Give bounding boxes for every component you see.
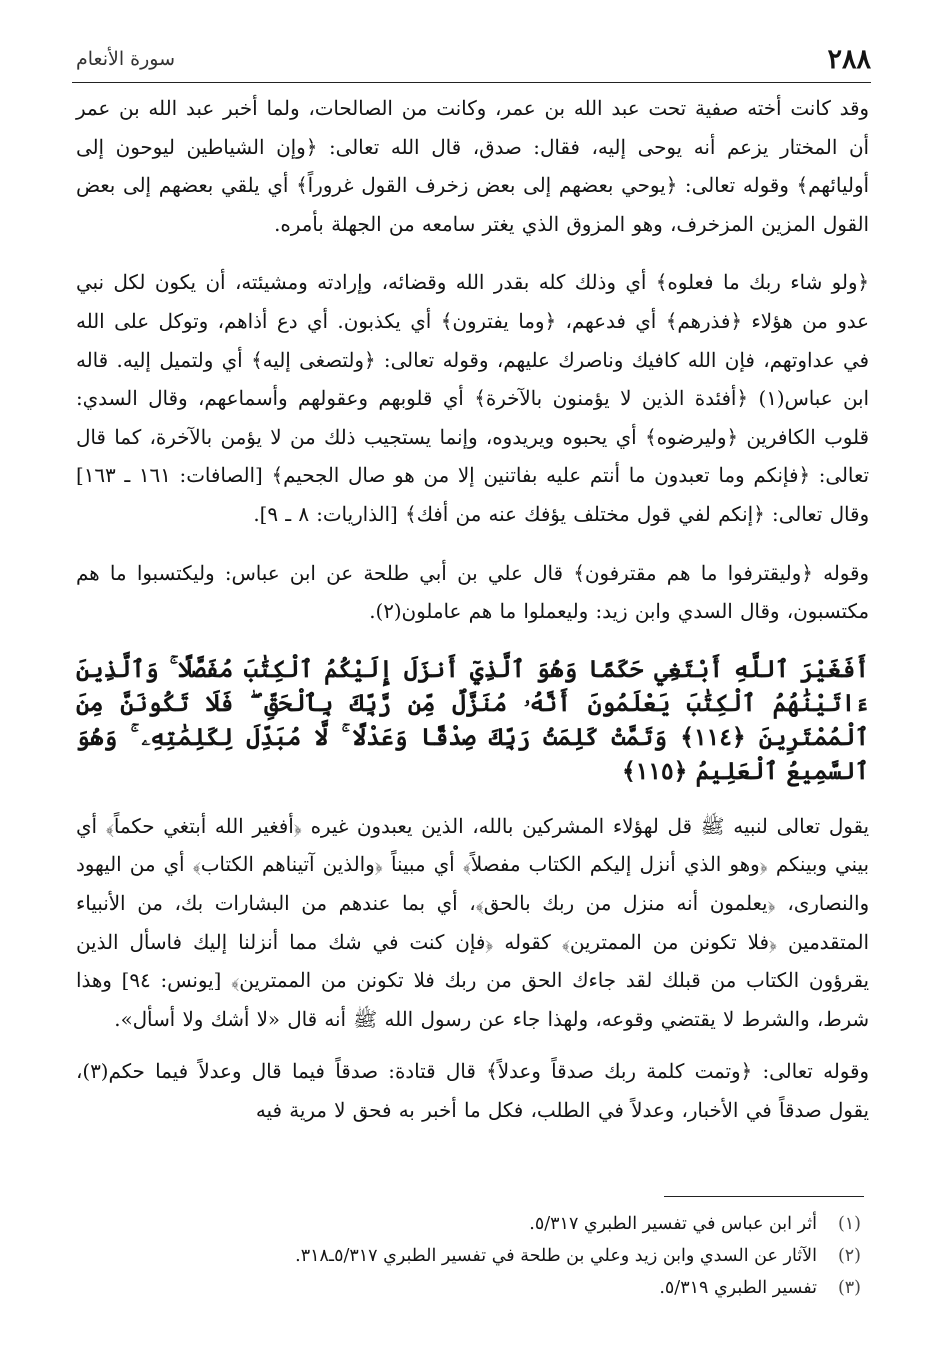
footnote-divider	[664, 1196, 864, 1197]
footnotes	[76, 1208, 861, 1304]
footnote-number: (٢)	[837, 1246, 861, 1266]
paragraph-3: وقوله ﴿وليقترفوا ما هم مقترفون﴾ قال علي بن أبي طلحة عن ابن عباس: وليكتسبوا ما هم مكتسبون، وقال السدي وابن زيد: وليعملوا ما هم عاملون(٢).	[76, 561, 869, 624]
footnote-2	[76, 1240, 861, 1272]
footnote-number: (١)	[837, 1214, 861, 1234]
footnote-number: (٣)	[837, 1278, 861, 1298]
paragraph-4: يقول تعالى لنبيه ﷺ قل لهؤلاء المشركين بالله، الذين يعبدون غيره ﴿أفغير الله أبتغي حكماً﴾ أي بيني وبينكم ﴿وهو الذي أنزل إليكم الكتاب مفصلاً﴾ أي مبيناً ﴿والذين آتيناهم الكتاب﴾ أي من اليهود والنصارى، ﴿يعلمون أنه منزل من ربك بالحق﴾، أي بما عندهم من البشارات بك، من الأنبياء المتقدمين ﴿فلا تكونن من الممترين﴾ كقوله ﴿فإن كنت في شك مما أنزلنا إليك فاسأل الذين يقرؤون الكتاب من قبلك لقد جاءك الحق من ربك فلا تكونن من الممترين﴾ [يونس: ٩٤] وهذا شرط، والشرط لا يقتضي وقوعه، ولهذا جاء عن رسول الله ﷺ أنه قال «لا أشك ولا أسأل».	[76, 814, 869, 1031]
footnote-text: تفسير الطبري ٥/٣١٩.	[659, 1278, 817, 1298]
quran-verse: أَفَغَيْرَ ٱللَّهِ أَبْتَغِي حَكَمًا وَهُوَ ٱلَّذِيٓ أَنزَلَ إِلَيْكُمُ ٱلْكِتَٰبَ مُفَصَّلًا ۚ وَٱلَّذِينَ ءَاتَيْنَٰهُمُ ٱلْكِتَٰبَ يَعْلَمُونَ أَنَّهُۥ مُنَزَّلٌ مِّن رَّبِّكَ بِٱلْحَقِّ ۖ فَلَا تَكُونَنَّ مِنَ ٱلْمُمْتَرِينَ ﴿١١٤﴾ وَتَمَّتْ كَلِمَتُ رَبِّكَ صِدْقًا وَعَدْلًا ۚ لَّا مُبَدِّلَ لِكَلِمَٰتِهِۦ ۚ وَهُوَ ٱلسَّمِيعُ ٱلْعَلِيمُ ﴿١١٥﴾	[76, 654, 869, 785]
paragraph-2: ﴿ولو شاء ربك ما فعلوه﴾ أي وذلك كله بقدر الله وقضائه، وإرادته ومشيئته، أن يكون لكل نبي عدو من هؤلاء ﴿فذرهم﴾ أي فدعهم، ﴿وما يفترون﴾ أي يكذبون. أي دع أذاهم، وتوكل على الله في عداوتهم، فإن الله كافيك وناصرك عليهم، وقوله تعالى: ﴿ولتصغى إليه﴾ أي ولتميل إليه. قاله ابن عباس(١) ﴿أفئدة الذين لا يؤمنون بالآخرة﴾ أي قلوبهم وعقولهم وأسماعهم، وقال السدي: قلوب الكافرين ﴿وليرضوه﴾ أي يحبوه ويريدوه، وإنما يستجيب ذلك من لا يؤمن بالآخرة، كما قال تعالى: ﴿فإنكم وما تعبدون ما أنتم عليه بفاتنين إلا من هو صال الجحيم﴾ [الصافات: ١٦١ ـ ١٦٣] وقال تعالى: ﴿إنكم لفي قول مختلف يؤفك عنه من أفك﴾ [الذاريات: ٨ ـ ٩].	[76, 271, 870, 526]
page-header	[72, 44, 871, 78]
surah-name: سورة الأنعام	[76, 48, 176, 70]
footnote-1	[76, 1208, 861, 1240]
footnote-text: أثر ابن عباس في تفسير الطبري ٥/٣١٧.	[529, 1214, 817, 1234]
footnote-3	[76, 1272, 861, 1304]
paragraph-5: وقوله تعالى: ﴿وتمت كلمة ربك صدقاً وعدلاً﴾ قال قتادة: صدقاً فيما قال وعدلاً فيما حكم(٣)، يقول صدقاً في الأخبار، وعدلاً في الطلب، فكل ما أخبر به فحق لا مرية فيه	[76, 1060, 869, 1122]
header-divider	[72, 82, 871, 83]
footnote-text: الآثار عن السدي وابن زيد وعلي بن طلحة في تفسير الطبري ٥/٣١٧ـ٣١٨.	[295, 1246, 817, 1266]
paragraph-1: وقد كانت أخته صفية تحت عبد الله بن عمر، وكانت من الصالحات، ولما أخبر عبد الله بن عمر أن المختار يزعم أنه يوحى إليه، فقال: صدق، قال الله تعالى: ﴿وإن الشياطين ليوحون إلى أوليائهم﴾ وقوله تعالى: ﴿يوحي بعضهم إلى بعض زخرف القول غروراً﴾ أي يلقي بعضهم إلى بعض القول المزين المزخرف، وهو المزوق الذي يغتر سامعه من الجهلة بأمره.	[76, 97, 869, 236]
page-body	[76, 90, 869, 1130]
page-number: ٢٨٨	[827, 44, 871, 75]
